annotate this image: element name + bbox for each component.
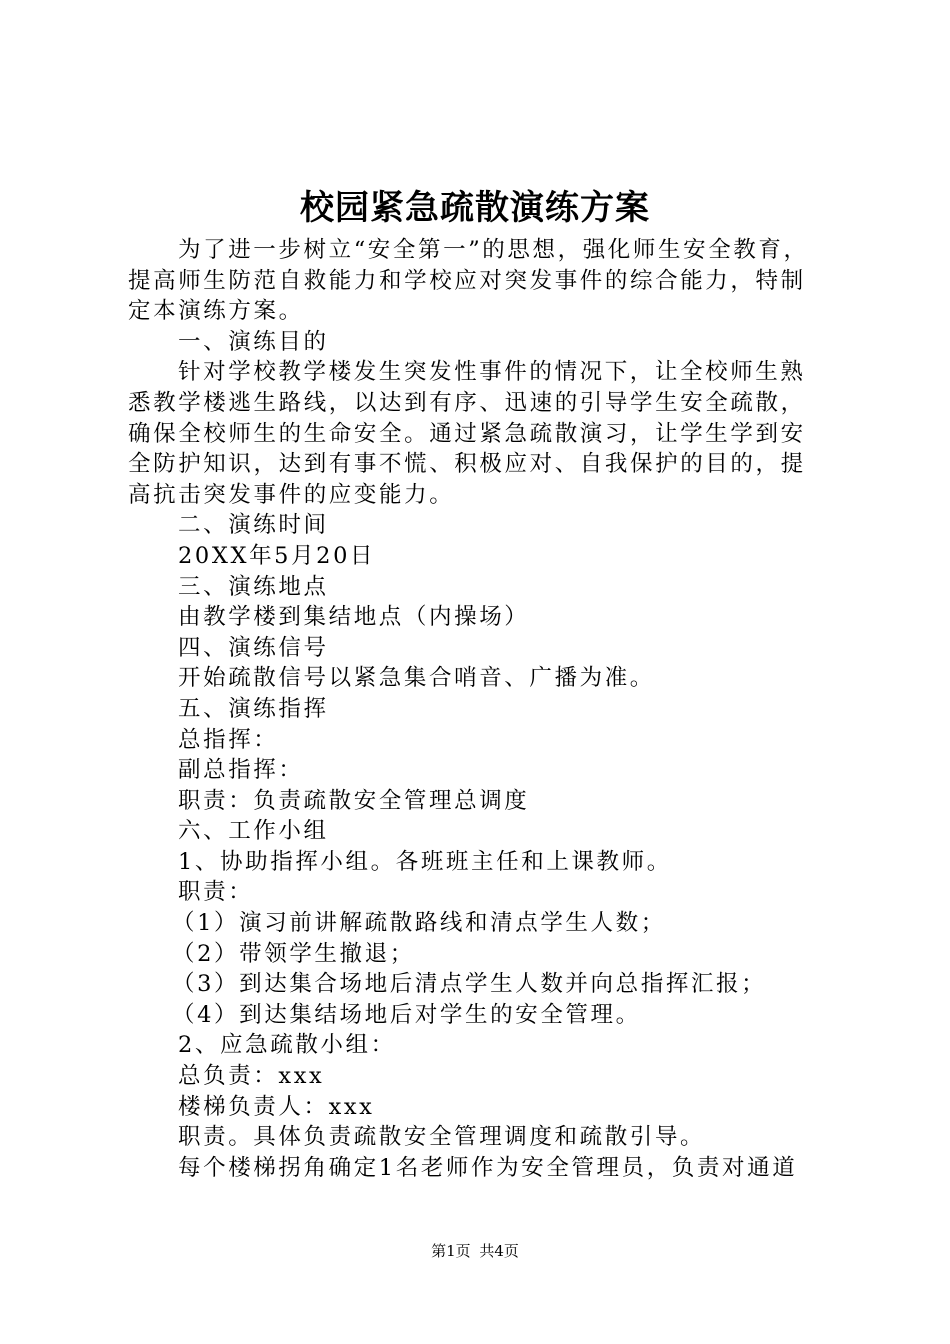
body-line: 职责：负责疏散安全管理总调度 — [178, 787, 530, 814]
section-heading: 三、演练地点 — [178, 573, 329, 600]
body-line: 1、协助指挥小组。各班班主任和上课教师。 — [178, 848, 672, 875]
body-line: 2、应急疏散小组： — [178, 1032, 396, 1059]
body-line: 全防护知识，达到有事不慌、积极应对、自我保护的目的，提 — [128, 451, 806, 478]
body-line: 由教学楼到集结地点（内操场） — [178, 604, 530, 631]
body-line: 提高师生防范自救能力和学校应对突发事件的综合能力，特制 — [128, 267, 806, 294]
body-line: 20XX年5月20日 — [178, 542, 376, 569]
body-line: 针对学校教学楼发生突发性事件的情况下，让全校师生熟 — [178, 359, 806, 386]
list-item: （3）到达集合场地后清点学生人数并向总指挥汇报； — [172, 971, 767, 998]
body-line: 悉教学楼逃生路线，以达到有序、迅速的引导学生安全疏散， — [128, 389, 806, 416]
list-item: （2）带领学生撤退； — [172, 940, 415, 967]
body-line: 高抗击突发事件的应变能力。 — [128, 481, 455, 508]
body-line: 开始疏散信号以紧急集合哨音、广播为准。 — [178, 665, 655, 692]
body-line: 总负责：xxx — [178, 1063, 325, 1090]
body-line: 副总指挥： — [178, 757, 304, 784]
list-item: （4）到达集结场地后对学生的安全管理。 — [172, 1001, 641, 1028]
section-heading: 一、演练目的 — [178, 328, 329, 355]
page-number: 第1页 — [431, 1242, 471, 1260]
body-line: 为了进一步树立“安全第一”的思想，强化师生安全教育， — [178, 237, 809, 263]
document-body — [128, 235, 848, 1183]
list-item: （1）演习前讲解疏散路线和清点学生人数； — [172, 910, 666, 937]
body-line: 总指挥： — [178, 726, 279, 753]
body-line: 每个楼梯拐角确定1名老师作为安全管理员，负责对通道 — [178, 1154, 798, 1181]
page-footer — [0, 1241, 950, 1261]
body-line: 职责： — [178, 879, 254, 906]
section-heading: 六、工作小组 — [178, 818, 329, 845]
body-line: 职责。具体负责疏散安全管理调度和疏散引导。 — [178, 1124, 706, 1151]
page-total: 共4页 — [479, 1242, 519, 1260]
body-line: 定本演练方案。 — [128, 298, 304, 325]
body-line: 确保全校师生的生命安全。通过紧急疏散演习，让学生学到安 — [128, 420, 806, 447]
section-heading: 四、演练信号 — [178, 634, 329, 661]
section-heading: 五、演练指挥 — [178, 695, 329, 722]
section-heading: 二、演练时间 — [178, 512, 329, 539]
document-title: 校园紧急疏散演练方案 — [300, 188, 650, 228]
body-line: 楼梯负责人：xxx — [178, 1093, 375, 1120]
